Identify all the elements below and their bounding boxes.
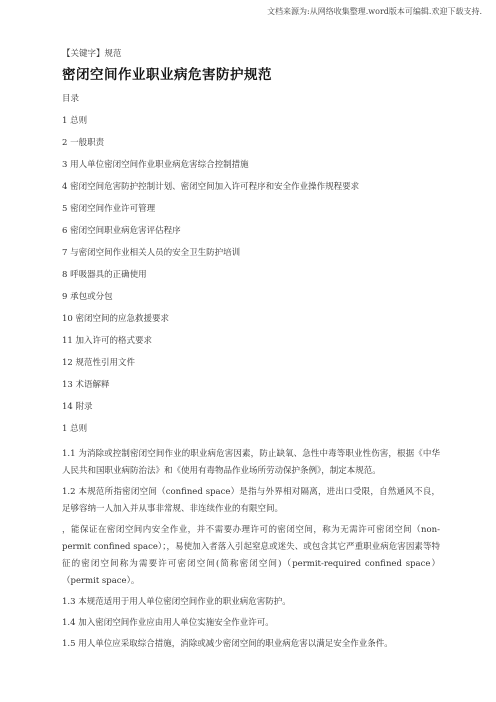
paragraph: 1.3 本规范适用于用人单位密闭空间作业的职业病危害防护。 (62, 597, 291, 607)
toc-item: 2 一般职责 (62, 138, 105, 148)
paragraph: 1.2 本规范所指密闭空间（confined space）是指与外界相对隔离，进出口受限，自然通风不良，足够容纳一人加入并从事非常规、非连续作业的有限空间。 (62, 487, 440, 514)
toc-item: 13 术语解释 (62, 380, 110, 390)
toc-item: 14 附录 (62, 402, 93, 412)
toc-item: 6 密闭空间职业病危害评估程序 (62, 226, 181, 236)
toc-heading: 目录 (62, 94, 80, 104)
toc-item: 4 密闭空间危害防护控制计划、密闭空间加入许可程序和安全作业操作规程要求 (62, 182, 360, 192)
toc-item: 3 用人单位密闭空间作业职业病危害综合控制措施 (62, 160, 249, 170)
toc-item: 9 承包或分包 (62, 292, 113, 302)
toc-item: 5 密闭空间作业许可管理 (62, 204, 156, 214)
toc-item: 1 总则 (62, 116, 88, 126)
table-of-contents (62, 116, 440, 413)
paragraph: ，能保证在密闭空间内安全作业，并不需要办理许可的密闭空间，称为无需许可密闭空间（non-permit confined space）；，易使加入者落入引起窒息或迷失、或包含其它严重职业病危害因素等特征的密闭空间称为需要许可密闭空间(简称密闭空间)（permit-required confined space）（permit space）。 (62, 525, 440, 586)
toc-item: 11 加入许可的格式要求 (62, 336, 153, 346)
section-heading: 1 总则 (62, 424, 88, 434)
document-title: 密闭空间作业职业病危害防护规范 (62, 67, 272, 83)
toc-item: 8 呼吸器具的正确使用 (62, 270, 147, 280)
keyword-line: 【关键字】规范 (62, 49, 122, 59)
paragraph: 1.4 加入密闭空间作业应由用人单位实施安全作业许可。 (62, 618, 274, 628)
toc-item: 12 规范性引用文件 (62, 358, 136, 368)
paragraph: 1.5 用人单位应采取综合措施，消除或减少密闭空间的职业病危害以满足安全作业条件。 (62, 639, 393, 649)
section-body (62, 446, 440, 653)
header-note: 文档来源为:从网络收集整理.word版本可编辑.欢迎下载支持. (267, 7, 482, 16)
toc-item: 7 与密闭空间作业相关人员的安全卫生防护培训 (62, 248, 241, 258)
document-body (62, 48, 440, 657)
paragraph: 1.1 为消除或控制密闭空间作业的职业病危害因素，防止缺氧、急性中毒等职业性伤害，根据《中华人民共和国职业病防治法》和《使用有毒物品作业场所劳动保护条例》，制定本规范。 (62, 449, 440, 476)
toc-item: 10 密闭空间的应急救援要求 (62, 314, 170, 324)
